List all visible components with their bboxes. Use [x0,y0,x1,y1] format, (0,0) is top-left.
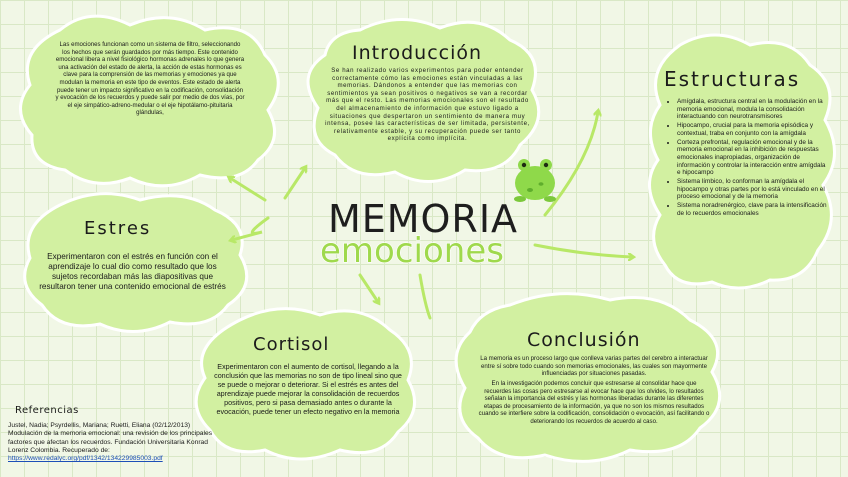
cortisol-text: Experimentaron con el aumento de cortisol, llegando a la conclusión que las memorias no son de tipo lineal sino que se puede o mejorar o deteriorar. Si el estrés es antes del aprendizaje puede mejorar la consolidación de recuerdos positivos, pero si pasa demasiado antes o durante la evocación, puede tener un efecto negativo en la memoria [214,362,402,416]
list-item: • Sistema límbico, lo conforman la amígdala el hipocampo y otras partes por lo está vinculado en el proceso emocional y de la memoria [677,178,827,201]
list-item: • Sistema noradrenérgico, clave para la intensificación de lo recuerdos emocionales [677,202,827,217]
reference-text: Justel, Nadia; Psyrdellis, Mariana; Ruetti, Eliana (02/12/2013) Modulación de la memoria emocional: una revisión de los principales factores que afectan los recuerdos. Fundación Universitaria Konrad Lorenz Colombia. Recuperado de: [8,422,213,454]
intro-text: Las emociones funcionan como un sistema de filtro, seleccionando los hechos que serán guardados por más tiempo. Este contenido emocional libera a nivel fisiológico hormonas adrenales lo que genera una activación del estado de alerta, la acción de estas hormonas es clave para la comprensión de las memorias y emociones ya que modulan la memoria en este tipo de eventos. Este estado de alerta puede tener un impacto significativo en la codificación, consolidación y evocación de los recuerdos y puede salir por medio de dos vías, por el eje simpático-adreno-medular o el eje hipotálamo-pituitaria glándulas, [55,41,245,117]
introduccion-heading: Introducción [352,42,483,64]
frog-icon [514,159,556,202]
cortisol-heading: Cortisol [253,334,330,355]
sub-title: emociones [320,231,504,271]
list-item: • Corteza prefrontal, regulación emocional y de la memoria emocional en la inhibición de respuestas emocionales inapropiadas, organización de información y controlar la interacción entre amígdala e hipocampo [677,139,827,178]
estres-heading: Estres [84,218,152,239]
estres-text: Experimentaron con el estrés en función con el aprendizaje lo cual dio como resultado que los sujetos recordaban más las diapositivas que resultaron tener una contenido emocional de estrés [39,252,226,291]
references-block [8,422,213,463]
list-item: • Amígdala, estructura central en la modulación en la memoria emocional, modula la consolidación interactuando con neurotransmisores [677,98,827,121]
introduccion-text: Se han realizado varios experimentos para poder entender correctamente cómo las emociones están vinculadas a las memorias. Dándonos a entender que las memorias con sentimientos ya sean positivos o negativos se van a recordar más que el resto. Las memorias emocionales son el resultado del almacenamiento de información que estuvo ligado a situaciones que despertaron un sentimiento de manera muy intensa, posee las características de ser limitada, persistente, relativamente estable, y su recuperación puede ser tanto explícita como implícita. [325,67,530,143]
reference-link[interactable]: https://www.redalyc.org/pdf/1342/134229985003.pdf [8,455,163,463]
conclusion-p1: La memoria es un proceso largo que conlleva varias partes del cerebro a interactuar entre sí sobre todo cuando son memorias emocionales, las cuales son mayormente influenciadas por situaciones pasadas. [480,355,708,378]
list-item: • Hipocampo, crucial para la memoria episódica y contextual, traba en conjunto con la amígdala [677,122,827,137]
estructuras-heading: Estructuras [664,67,801,91]
conclusion-heading: Conclusión [527,329,641,351]
referencias-heading: Referencias [15,405,79,416]
main-title: MEMORIA [327,197,519,241]
conclusion-p2: En la investigación podemos concluir que estresarse al consolidar hace que recuerdes las cosas pero estresarse al evocar hace que los olvides, lo resultados señalan la importancia del estrés y las hormonas liberadas durante las diferentes etapas de procesamiento de la información, ya que no son los mismos resultados cuando se interfiere sobre la codificación, consolidación o evocación, así facilitando o deteriorando los recuerdos de acuerdo al caso. [478,380,710,425]
estructuras-list [668,98,827,219]
